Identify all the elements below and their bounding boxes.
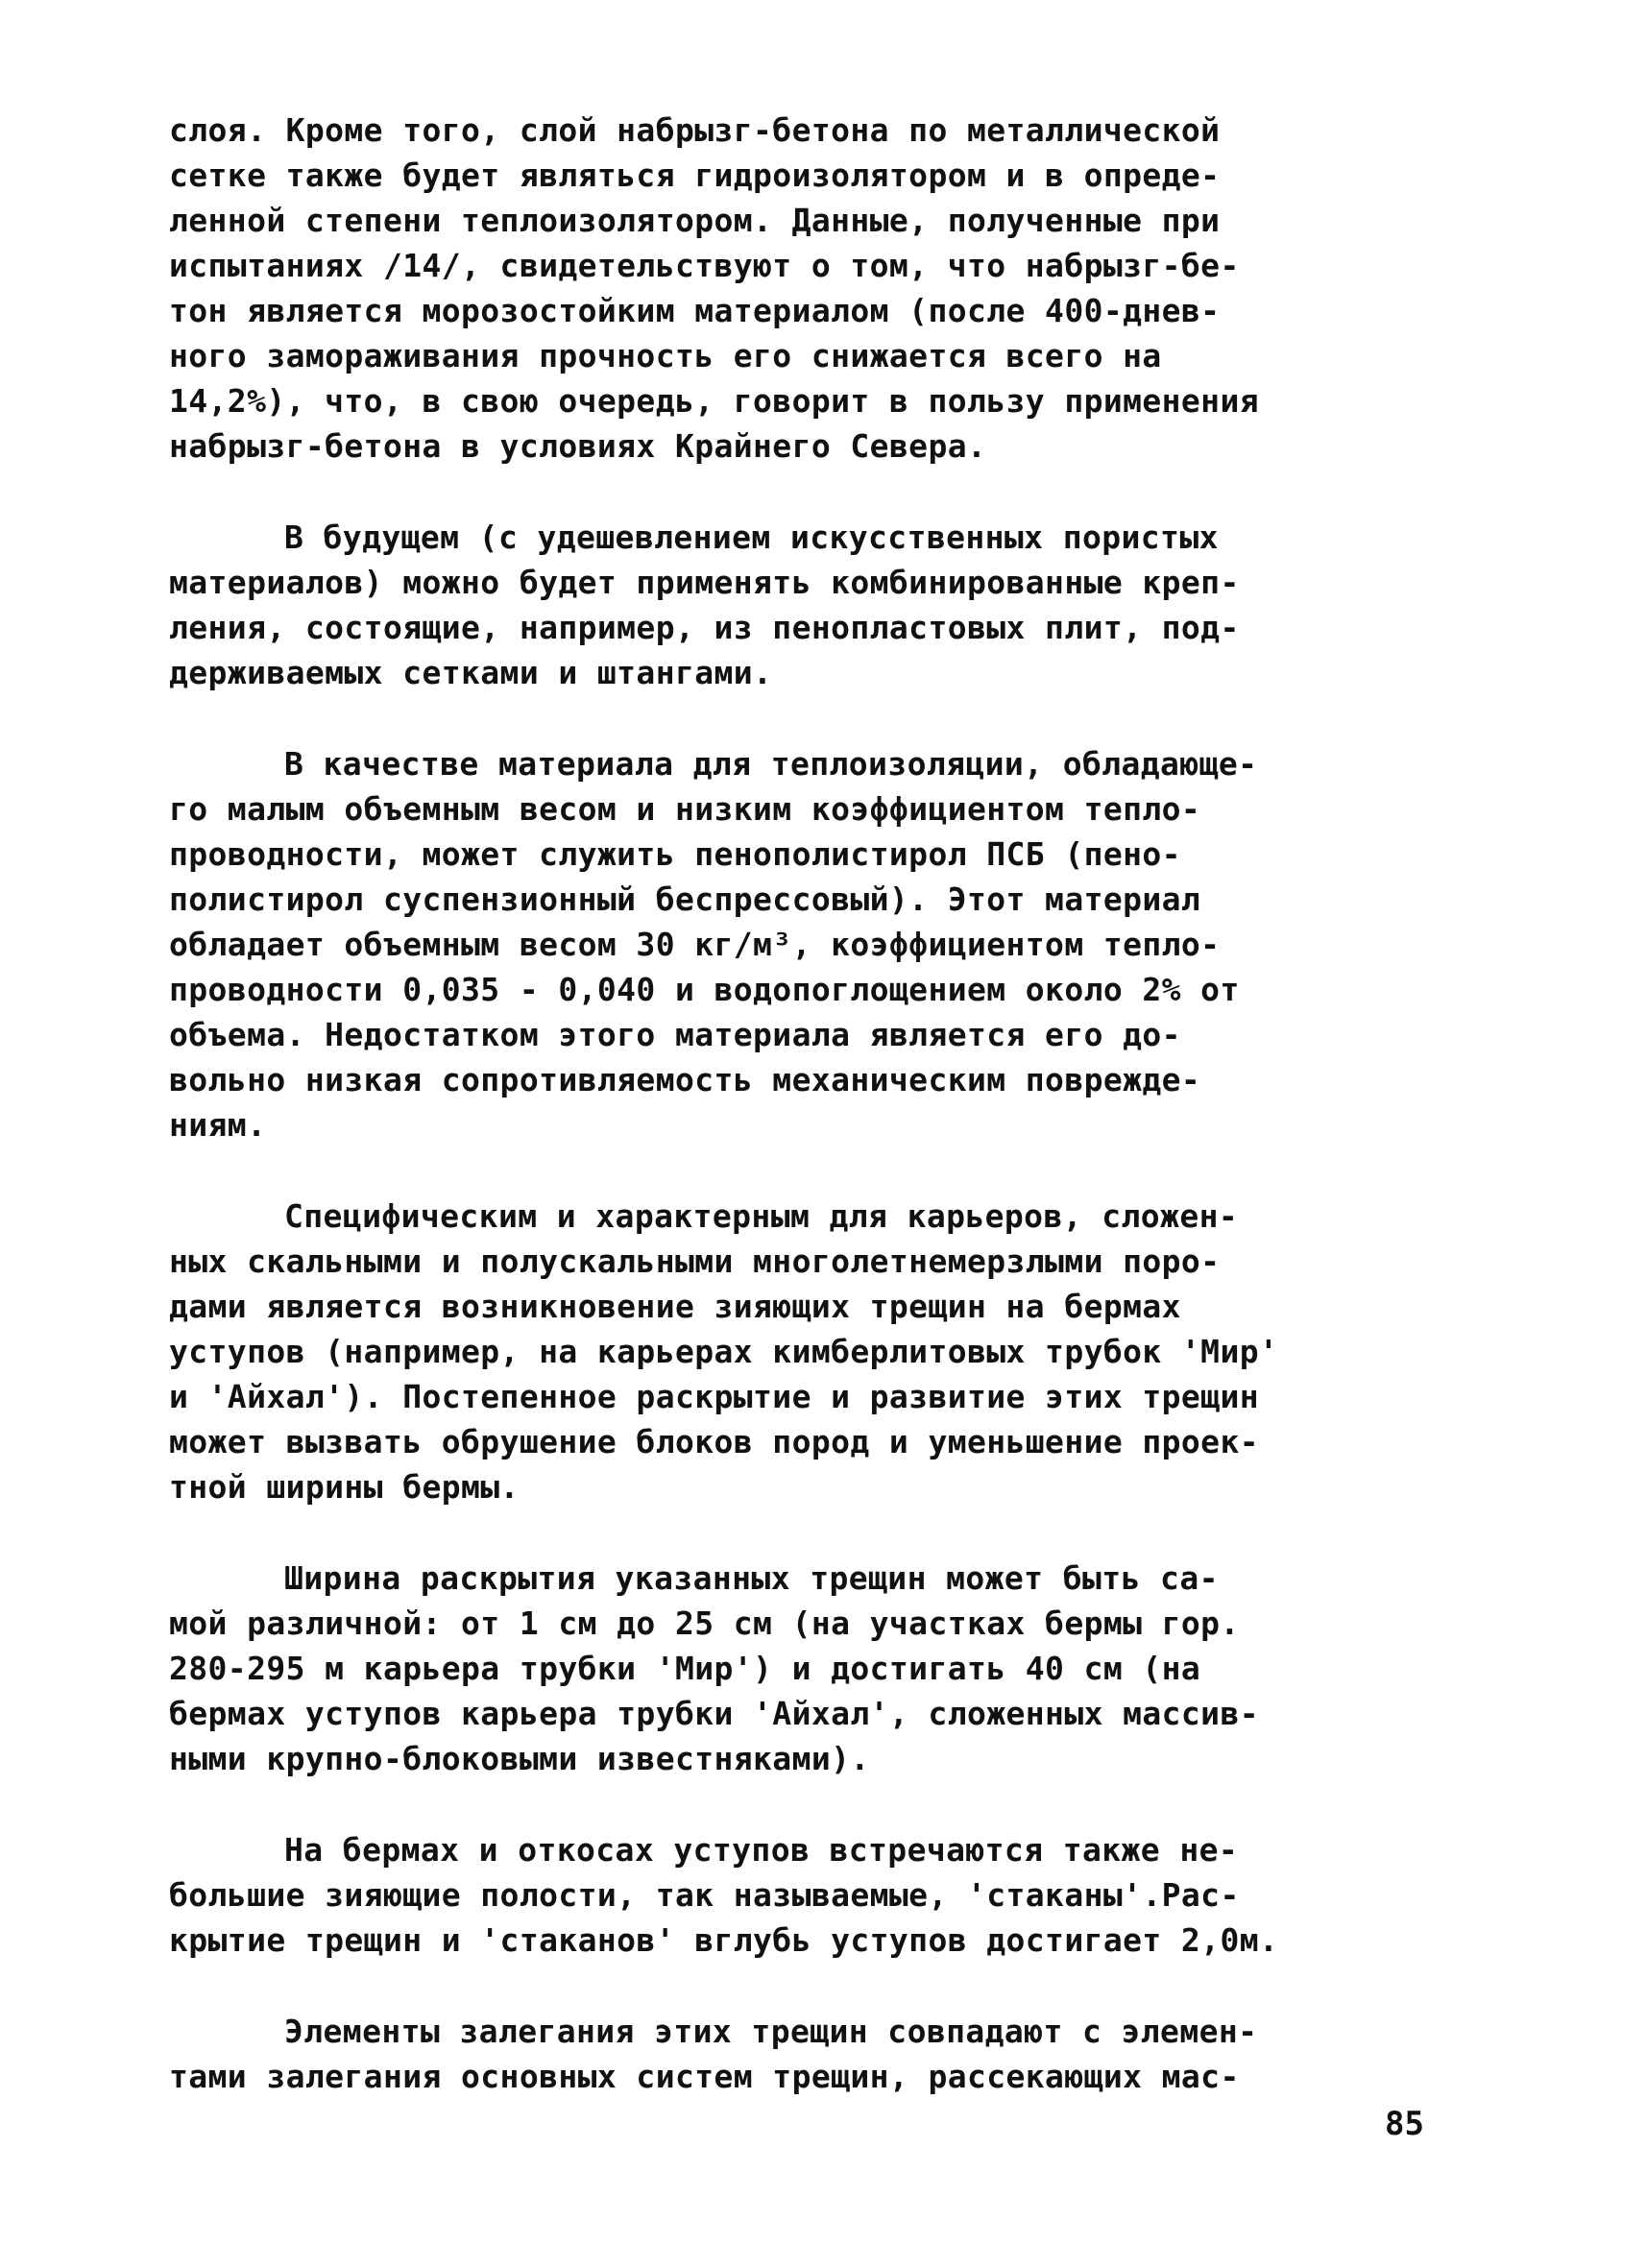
text-line: 14,2%), что, в свою очередь, говорит в пользу применения [169, 382, 1259, 420]
text-line: объема. Недостатком этого материала является его до- [169, 1016, 1181, 1053]
text-line: Элементы залегания этих трещин совпадают с элемен- [284, 2013, 1258, 2050]
paragraph-2 [169, 515, 1456, 695]
text-line: ниям. [169, 1106, 267, 1144]
paragraph-5 [169, 1556, 1456, 1781]
text-line: большие зияющие полости, так называемые, 'стаканы'.Рас- [169, 1876, 1240, 1914]
text-line: В качестве материала для теплоизоляции, обладающе- [284, 745, 1258, 783]
paragraph-1 [169, 108, 1456, 469]
text-line: ного замораживания прочность его снижается всего на [169, 337, 1162, 374]
text-line: Специфическим и характерным для карьеров, сложен- [284, 1197, 1239, 1235]
text-line: держиваемых сетками и штангами. [169, 654, 773, 691]
text-line: материалов) можно будет применять комбинированные креп- [169, 564, 1240, 601]
text-line: На бермах и откосах уступов встречаются также не- [284, 1831, 1239, 1869]
paragraph-7 [169, 2009, 1456, 2099]
text-line: тами залегания основных систем трещин, рассекающих мас- [169, 2058, 1240, 2095]
text-line: крытие трещин и 'стаканов' вглубь уступов достигает 2,0м. [169, 1921, 1279, 1959]
text-line: проводности 0,035 - 0,040 и водопоглощением около 2% от [169, 971, 1240, 1008]
text-line: и 'Айхал'). Постепенное раскрытие и развитие этих трещин [169, 1378, 1259, 1415]
text-line: полистирол суспензионный беспрессовый). Этот материал [169, 881, 1201, 918]
text-line: набрызг-бетона в условиях Крайнего Севера. [169, 427, 987, 465]
text-line: ления, состоящие, например, из пенопластовых плит, под- [169, 609, 1240, 646]
text-line: ными крупно-блоковыми известняками). [169, 1740, 870, 1777]
page-body [169, 108, 1456, 2145]
text-line: бермах уступов карьера трубки 'Айхал', сложенных массив- [169, 1695, 1259, 1732]
text-line: уступов (например, на карьерах кимберлитовых трубок 'Мир' [169, 1333, 1279, 1370]
text-line: дами является возникновение зияющих трещин на бермах [169, 1288, 1181, 1325]
text-line: может вызвать обрушение блоков пород и уменьшение проек- [169, 1423, 1259, 1460]
text-line: проводности, может служить пенополистирол ПСБ (пено- [169, 835, 1181, 873]
text-line: Ширина раскрытия указанных трещин может быть са- [284, 1559, 1219, 1597]
text-line: слоя. Кроме того, слой набрызг-бетона по металлической [169, 111, 1221, 149]
paragraph-3 [169, 741, 1456, 1147]
page-number: 85 [1385, 2105, 1424, 2143]
text-line: вольно низкая сопротивляемость механическим поврежде- [169, 1061, 1201, 1098]
text-line: испытаниях /14/, свидетельствуют о том, что набрызг-бе- [169, 247, 1240, 284]
text-line: мой различной: от 1 см до 25 см (на участках бермы гор. [169, 1604, 1240, 1642]
text-line: ных скальными и полускальными многолетнемерзлыми поро- [169, 1243, 1221, 1280]
text-line: тной ширины бермы. [169, 1468, 520, 1506]
text-line: обладает объемным весом 30 кг/м³, коэффициентом тепло- [169, 926, 1221, 963]
text-line: ленной степени теплоизолятором. Данные, полученные при [169, 202, 1221, 239]
text-line: 280-295 м карьера трубки 'Мир') и достигать 40 см (на [169, 1650, 1201, 1687]
text-line: В будущем (с удешевлением искусственных пористых [284, 519, 1219, 556]
paragraph-4 [169, 1194, 1456, 1509]
paragraph-6 [169, 1827, 1456, 1963]
text-line: сетке также будет являться гидроизолятором и в опреде- [169, 157, 1221, 194]
text-line: го малым объемным весом и низким коэффициентом тепло- [169, 790, 1201, 828]
text-line: тон является морозостойким материалом (после 400-днев- [169, 292, 1221, 329]
